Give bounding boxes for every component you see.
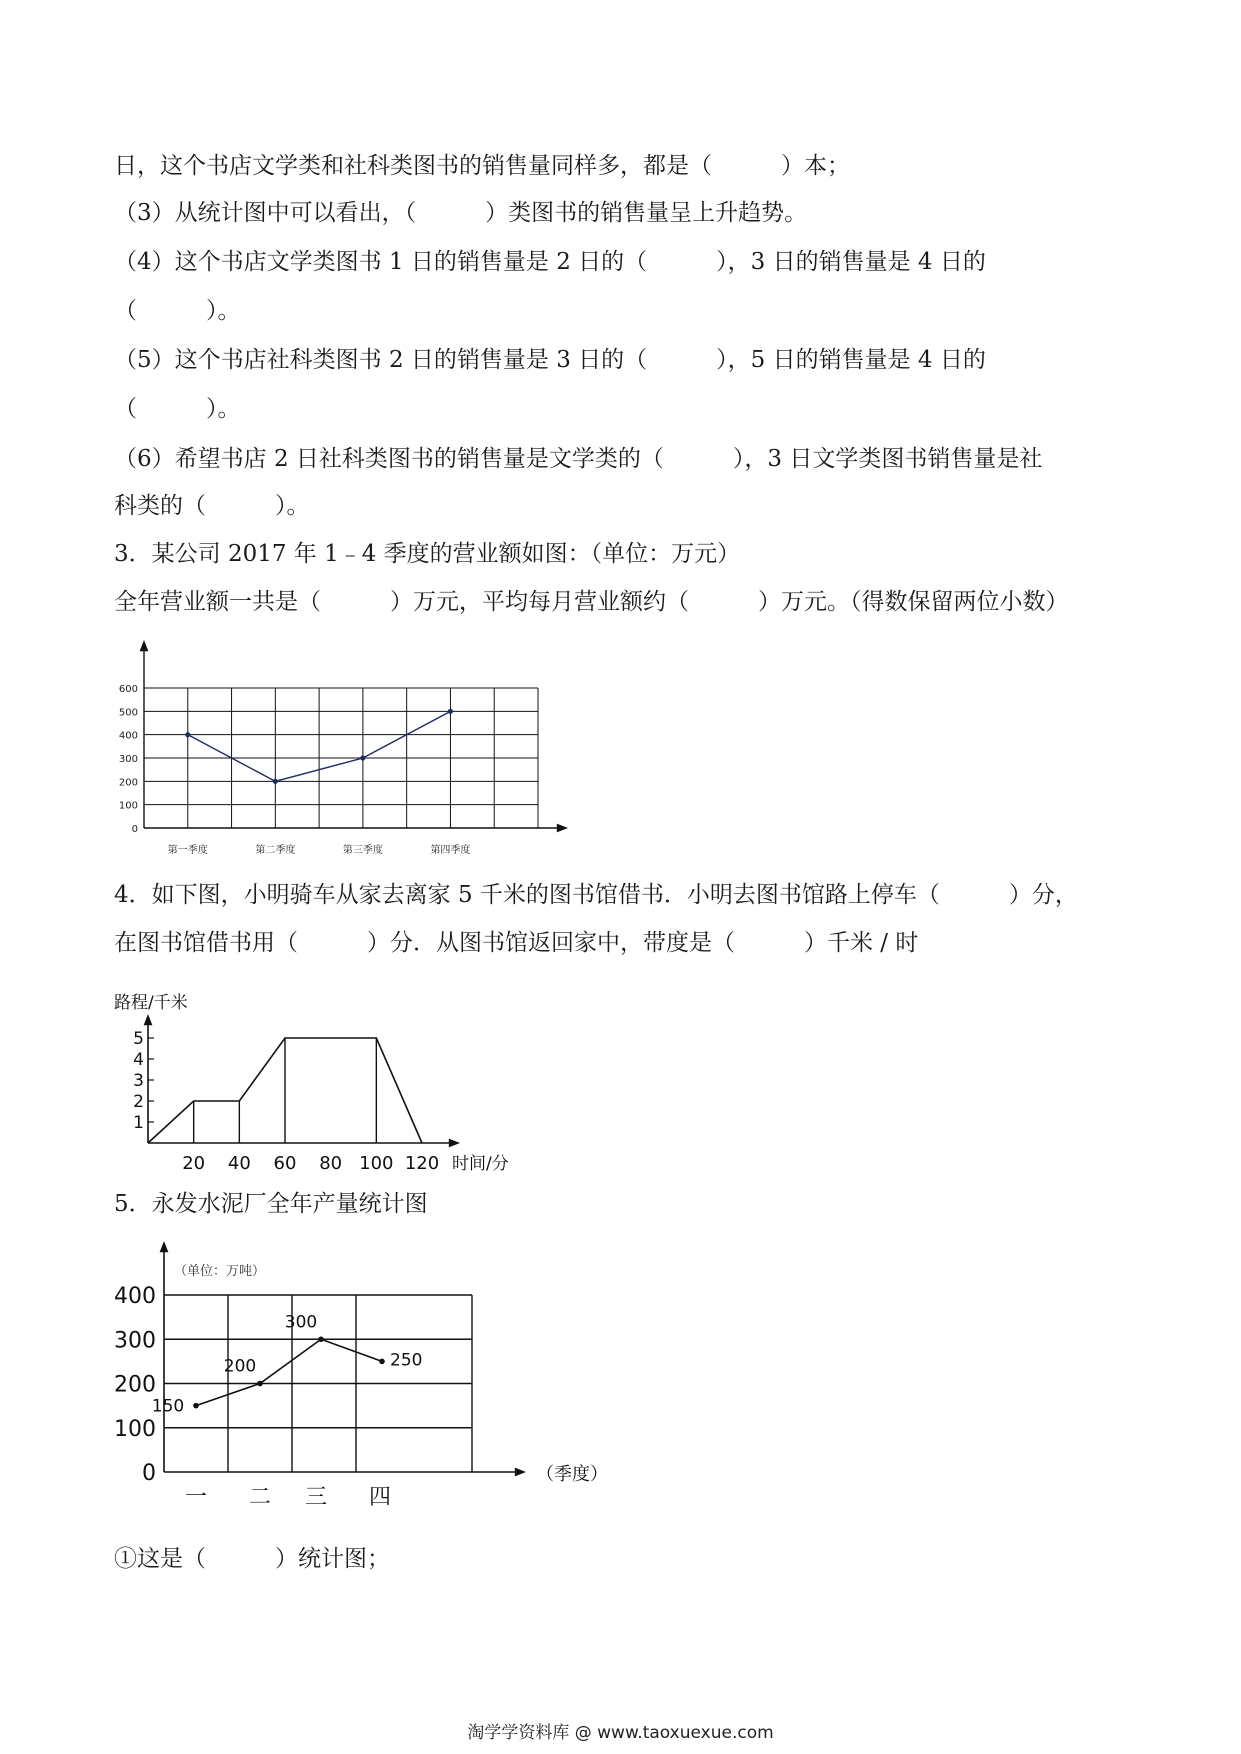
x-tick-label: 三 [304, 1485, 328, 1510]
y-tick-label: 300 [118, 754, 138, 765]
question-3-sub: （3）从统计图中可以看出，（ ）类图书的销售量呈上升趋势。 [114, 200, 808, 226]
y-tick-label: 0 [142, 1461, 156, 1486]
x-axis-label: （季度） [536, 1464, 608, 1485]
question-4-sub: （4）这个书店文学类图书 1 日的销售量是 2 日的（ ），3 日的销售量是 4 日的 [114, 249, 986, 275]
x-tick-label: 60 [273, 1153, 297, 1174]
data-label: 300 [284, 1312, 318, 1333]
data-point [318, 1336, 324, 1342]
data-label: 200 [223, 1356, 257, 1377]
y-axis-arrow [160, 1241, 169, 1252]
x-tick-label: 第一季度 [167, 845, 208, 856]
y-axis-arrow [140, 640, 149, 651]
x-tick-label: 100 [359, 1153, 394, 1174]
data-label: 250 [390, 1350, 423, 1371]
data-point [185, 732, 190, 737]
question-5-sub1: ①这是（ ）统计图； [114, 1546, 390, 1572]
y-tick-label: 300 [114, 1328, 156, 1354]
quarterly-revenue-chart [110, 636, 570, 866]
question-6-sub: （6）希望书店 2 日社科类图书的销售量是文学类的（ ），3 日文学类图书销售量是社 [114, 446, 1043, 472]
y-tick-label: 200 [118, 777, 138, 789]
x-tick-label: 120 [404, 1153, 440, 1174]
x-tick-label: 第四季度 [430, 845, 471, 856]
question-3-text: 全年营业额一共是（ ）万元，平均每月营业额约（ ）万元。（得数保留两位小数） [114, 589, 1069, 615]
x-tick-label: 二 [248, 1485, 272, 1510]
y-tick-label: 100 [114, 1416, 156, 1442]
x-tick-label: 第二季度 [255, 845, 296, 856]
x-tick-label: 四 [368, 1485, 392, 1510]
text-line: （ ）。 [114, 298, 241, 324]
data-point [257, 1381, 263, 1387]
y-tick-label: 3 [133, 1071, 144, 1091]
y-tick-label: 5 [133, 1029, 144, 1049]
data-point [379, 1359, 385, 1365]
y-tick-label: 400 [114, 1284, 156, 1309]
x-tick-label: 第三季度 [342, 845, 383, 856]
y-tick-label: 500 [118, 707, 138, 719]
data-point [448, 709, 453, 714]
text-line: 日，这个书店文学类和社科类图书的销售量同样多，都是（ ）本； [114, 153, 850, 179]
distance-time-chart [110, 990, 570, 1175]
y-tick-label: 600 [118, 684, 138, 695]
data-label: 150 [151, 1396, 185, 1417]
x-tick-label: 20 [182, 1153, 206, 1174]
y-axis-arrow [144, 1014, 153, 1025]
question-4-heading: 4．如下图，小明骑车从家去离家 5 千米的图书馆借书．小明去图书馆路上停车（ ）分， [114, 882, 1078, 908]
question-5-sub: （5）这个书店社科类图书 2 日的销售量是 3 日的（ ），5 日的销售量是 4 日的 [114, 347, 986, 373]
x-tick-label: 一 [184, 1485, 208, 1510]
y-tick-label: 400 [118, 730, 138, 742]
question-4-text: 在图书馆借书用（ ）分．从图书馆返回家中，带度是（ ）千米 / 时 [114, 930, 919, 956]
y-tick-label: 0 [131, 824, 138, 835]
text-line: 科类的（ ）。 [114, 493, 310, 519]
y-tick-label: 4 [133, 1050, 144, 1070]
unit-label: （单位：万吨） [174, 1264, 266, 1279]
x-tick-label: 40 [227, 1153, 251, 1174]
data-point [193, 1403, 199, 1409]
question-3-heading: 3．某公司 2017 年 1﹣4 季度的营业额如图：（单位：万元） [114, 541, 741, 567]
y-tick-label: 200 [114, 1372, 156, 1398]
y-tick-label: 1 [133, 1113, 144, 1133]
x-axis-arrow [449, 1139, 460, 1148]
footer-watermark: 淘学学资料库 @ www.taoxuexue.com [467, 1723, 774, 1743]
x-axis-arrow [557, 824, 568, 833]
x-axis-arrow [515, 1468, 526, 1477]
cement-production-chart [108, 1235, 608, 1525]
data-point [360, 755, 365, 760]
y-tick-label: 2 [133, 1092, 144, 1112]
data-point [273, 779, 278, 784]
x-axis-label: 时间/分 [452, 1154, 509, 1174]
text-line: （ ）。 [114, 396, 241, 422]
y-tick-label: 100 [118, 800, 138, 812]
y-axis-label: 路程/千米 [114, 993, 188, 1013]
question-5-heading: 5．永发水泥厂全年产量统计图 [114, 1191, 428, 1217]
x-tick-label: 80 [319, 1153, 343, 1174]
